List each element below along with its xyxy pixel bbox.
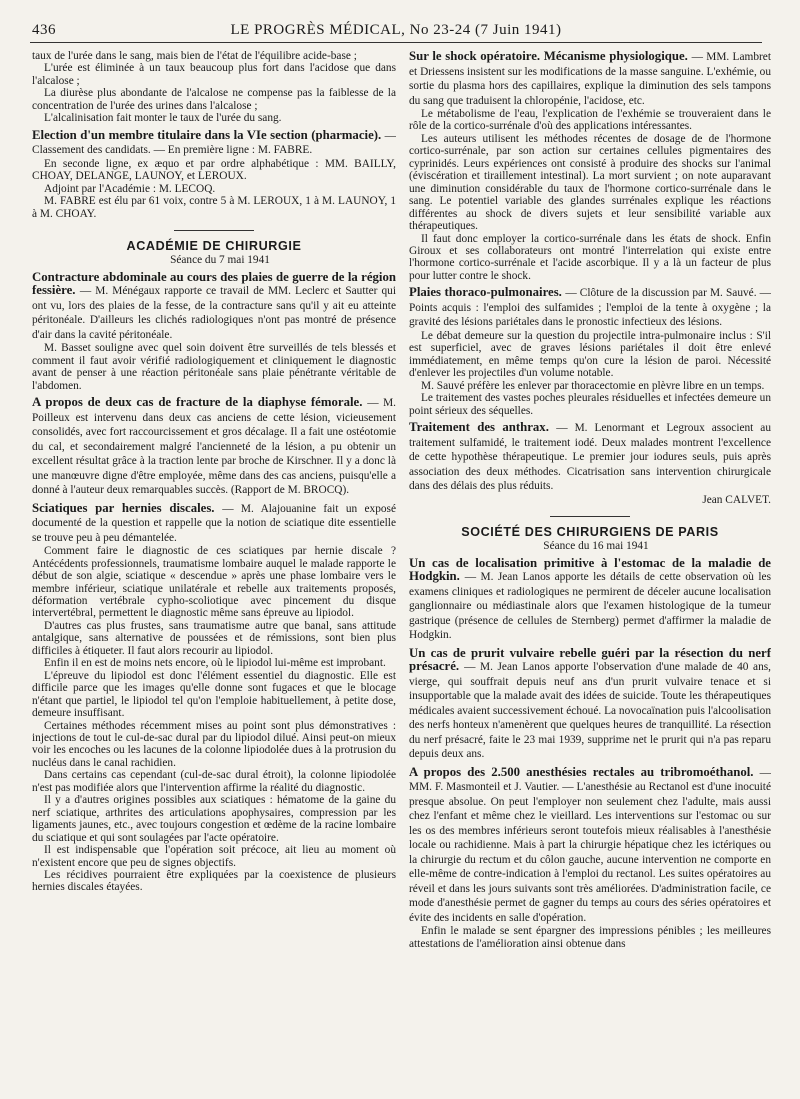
article-title: Sur le shock opératoire. Mécanisme physiologique. (409, 50, 688, 63)
author-signature: Jean CALVET. (702, 493, 771, 506)
right-column (409, 50, 771, 1085)
article-heading (409, 50, 771, 108)
article-heading (32, 502, 396, 546)
paragraph: Les auteurs utilisent les méthodes récentes de dosage de de l'hormone cortico-surrénale, par son action sur certaines cellules pigmentaires des cyprinidés. Leurs expériences ont consisté à produire des shocks sur l'animal (éviscération et tiraillement intestinal). La mort survient ; on note auparavant une diminution considérable du taux de l'hormone cortico-surrénale dans le sang. Le potentiel variable des glandes surrénales explique les réactions différentes au shock de divers sujets et leur sensibilité variable aux thérapeutiques. (409, 132, 771, 233)
article-heading (409, 647, 771, 762)
article-heading (32, 271, 396, 343)
paragraph: D'autres cas plus frustes, sans traumatisme autre que banal, sans attitude antalgique, sans alternative de poussées et de rémissions, sont bien plus difficiles à étiqueter. Il faut alors recourir au lipiodol. (32, 619, 396, 657)
paragraph: Le débat demeure sur la question du projectile intra-pulmonaire inclus : S'il est superficiel, avec de graves lésions pariétales il doit être enlevé immédiatement, en même temps qu'on cure la lésion de paroi. Nécessité d'enlever les projectiles d'un volume notable. (409, 329, 771, 380)
section-divider (174, 230, 254, 231)
article-lead: — M. Poilleux est intervenu dans deux cas anciens de cette lésion, vicieusement consolidés, avec fort raccourcissement et gros décalage. Il a fait une ostéotomie du cal, et secondairement malgré l'ancienneté de la lésion, a pu obtenir un excellent résultat grâce à la traction lente par broche de Kirschner. Il y a donc là une manœuvre digne d'être employée, même dans des cas anciens, puisqu'elle a donné à l'auteur deux remarquables succès. (Rapport de M. BROCQ). (32, 397, 396, 497)
paragraph: M. Sauvé préfère les enlever par thoracectomie en plèvre libre en un temps. (421, 379, 765, 392)
article-title: Plaies thoraco-pulmonaires. (409, 285, 562, 300)
left-column (32, 50, 396, 1085)
paragraph: taux de l'urée dans le sang, mais bien de l'état de l'équilibre acide-base ; (32, 50, 357, 62)
paragraph: La diurèse plus abondante de l'alcalose ne compense pas la faiblesse de la concentration de l'urée des urines dans l'alcalose ; (32, 87, 396, 112)
article-title: Un cas de localisation primitive à l'estomac de la maladie de Hodgkin. (409, 555, 771, 584)
article-heading (409, 557, 771, 643)
paragraph: L'épreuve du lipiodol est donc l'élément essentiel du diagnostic. Elle est difficile parce que les images qu'elle donne sont fugaces et que le blocage n'étant que partiel, le lipiodol tel qu'on l'emploie habituellement, à petite dose, demeure insuffisant. (32, 669, 396, 720)
article-title: Contracture abdominale au cours des plaies de guerre de la région fessière. (32, 269, 396, 298)
paragraph: Comment faire le diagnostic de ces sciatiques par hernie discale ? Antécédents professionnels, traumatisme lombaire auquel le malade rapporte le début de son algie, sciatique « descendue » après une phase lombaire vers le membre inférieur, sciatique unilatérale et rebelle aux traitements proposés, déformation vertébrale cypho-scoliotique avec pincement du disque intervertébral, permettent le diagnostic même sans épreuve au lipiodol. (32, 545, 396, 620)
article-lead: — M. Jean Lanos apporte les détails de cette observation où les examens cliniques et radiologiques ne permirent de déceler aucune localisation ganglionnaire ou médiastinale alors que l'examen histologique de la tumeur gastrique (présence de cellules de Sternberg) permet d'affirmer la maladie de Hodgkin. (409, 571, 771, 642)
paragraph: Le métabolisme de l'eau, l'explication de l'exhémie se trouveraient dans le rôle de la cortico-surrénale d'où des applications intéressantes. (409, 108, 771, 133)
article-lead: — M. Jean Lanos apporte l'observation d'une malade de 40 ans, vierge, qui souffrait depuis neuf ans d'un prurit vulvaire tenace et si insupportable que la malade avait des idées de suicide. Toute les thérapeutiques médicales avaient successivement échoué. La novocaïnation puis l'alcoolisation des nerfs honteux n'amenèrent que quelques heures de tranquillité. La résection du nerf présacré, faite le 23 mai 1939, supprime net le prurit qui n'a pas reparu depuis deux ans. (409, 661, 771, 761)
article-heading (32, 129, 396, 158)
article-lead: — MM. F. Masmonteil et J. Vautier. — L'anesthésie au Rectanol est d'une inocuité presque absolue. On peut l'employer non seulement chez l'adulte, mais aussi chez l'enfant et même chez le vieillard. Les interventions sur l'estomac ou sur les os des membres inférieurs seront toutefois mieux réalisables à l'anesthésie locale ou rachidienne. Mais à part la chirurgie hépatique chez les ictériques ou la chirurgie du rectum et du côlon gauche, aucune intervention ne comporte en elle-même de contre-indication à l'emploi du rectanol. Les suites opératoires au réveil et dans les jours suivants sont très améliorées. D'administration facile, ce mode d'anesthésie permet de gagner du temps au cours des séries opératoires et évite des incidents en salle d'opération. (409, 766, 771, 924)
article-lead: — MM. Lambret et Driessens insistent sur les modifications de la masse sanguine. L'exhémie, ou sortie du plasma hors des capillaires, explique la diminution des sels tampons du sang que traduisent la chloropénie, l'acidose, etc. (409, 51, 771, 107)
article-lead: — M. Lenormant et Legroux associent au traitement sulfamidé, le traitement iodé. Deux malades montrent l'excellence de cette hypothèse thérapeutique. Le premier jour iodures seuls, puis après association des deux méthodes. Cicatrisation sans intervention chirurgicale dans des délais des plus réduits. (409, 422, 771, 493)
paragraph: Il y a d'autres origines possibles aux sciatiques : hématome de la gaine du nerf sciatique, arthrites des articulations apophysaires, compression par les ligaments jaunes, etc., avec toujours congestion et œdème de la racine lombaire du sciatique et qui sont soulagées par l'acte opératoire. (32, 794, 396, 844)
paragraph: Certaines méthodes récemment mises au point sont plus démonstratives : injections de tout le cul-de-sac dural par du lipiodol dilué. Ainsi peut-on mieux voir les encoches ou les lacunes de la colonne lipiodolée dues à la protrusion du nucléus dans le canal rachidien. (32, 719, 396, 769)
section-divider (550, 516, 630, 517)
article-title: A propos des 2.500 anesthésies rectales au tribromoéthanol. (409, 764, 754, 779)
paragraph: Adjoint par l'Académie : M. LECOQ. (44, 182, 216, 195)
article-title: Un cas de prurit vulvaire rebelle guéri par la résection du nerf présacré. (409, 645, 771, 674)
journal-title: LE PROGRÈS MÉDICAL, No 23-24 (7 Juin 1941) (230, 22, 562, 38)
paragraph: Le traitement des vastes poches pleurales résiduelles et infectées demeure un point sérieux des séquelles. (409, 392, 771, 417)
session-date: Séance du 16 mai 1941 (543, 540, 649, 553)
paragraph: Il faut donc employer la cortico-surrénale dans les états de shock. Enfin Giroux et ses collaborateurs ont montré l'interrelation qui existe entre l'hormone cortico-surrénale et l'acide ascorbique. Il y a là un facteur de plus pour lutter contre le shock. (409, 232, 771, 282)
article-lead: — Classement des candidats. — En première ligne : M. FABRE. (32, 129, 396, 157)
article-title: A propos de deux cas de fracture de la diaphyse fémorale. (32, 395, 363, 410)
article-heading (409, 286, 771, 330)
page-number: 436 (32, 22, 56, 38)
article-title: Sciatiques par hernies discales. (32, 500, 215, 515)
article-heading (409, 421, 771, 494)
paragraph: M. Basset souligne avec quel soin doivent être surveillés de tels blessés et comment il faut avoir vérifié radiologiquement et cliniquement le diagnostic avant de penser à une réaction péritonéale sans plaie pénétrante véritable de l'abdomen. (32, 342, 396, 392)
paragraph: Il est indispensable que l'opération soit précoce, ait lieu au moment où n'existent encore que peu de signes objectifs. (32, 844, 396, 869)
paragraph: Enfin il en est de moins nets encore, où le lipiodol lui-même est improbant. (44, 657, 386, 670)
article-lead: — M. Ménégaux rapporte ce travail de MM. Leclerc et Sautter qui ont vu, lors des plaies de la fesse, de la contracture sans qu'il y ait eu atteinte péritonéale. D'ailleurs les clichés radiologiques n'ont pas montré de présence d'air dans la cavité péritonéale. (32, 285, 396, 341)
article-lead: — M. Alajouanine fait un exposé documenté de la question et rappelle que la notion de sciatique dite essentielle se trouve peu à peu démantelée. (32, 502, 396, 544)
running-header (30, 20, 762, 43)
paragraph: Enfin le malade se sent épargner des impressions pénibles ; les meilleures attestations de l'amélioration ainsi obtenue dans (409, 925, 771, 950)
paragraph: L'urée est éliminée à un taux beaucoup plus fort dans l'acidose que dans l'alcalose ; (32, 62, 396, 87)
section-title: SOCIÉTÉ DES CHIRURGIENS DE PARIS (461, 524, 719, 539)
article-heading (409, 766, 771, 926)
paragraph: Dans certains cas cependant (cul-de-sac dural étroit), la colonne lipiodolée n'est pas modifiée alors que l'intervention affirme la réalité du diagnostic. (32, 769, 396, 794)
paragraph: M. FABRE est élu par 61 voix, contre 5 à M. LEROUX, 1 à M. LAUNOY, 1 à M. CHOAY. (32, 195, 396, 220)
article-heading (32, 396, 396, 498)
session-date: Séance du 7 mai 1941 (170, 254, 270, 267)
article-lead: — Clôture de la discussion par M. Sauvé. — Points acquis : l'emploi des sulfamides ; l'emploi de la tente à oxygène ; la gravité des lésions pariétales dans le pronostic infectieux des lésions. (409, 287, 771, 329)
article-title: Traitement des anthrax. (409, 420, 549, 435)
paragraph: Les récidives pourraient être expliquées par la coexistence de plusieurs hernies discales étayées. (32, 868, 396, 894)
article-title: Election d'un membre titulaire dans la VIe section (pharmacie). (32, 127, 382, 142)
section-title: ACADÉMIE DE CHIRURGIE (126, 238, 302, 253)
paragraph: L'alcalinisation fait monter le taux de l'urée du sang. (44, 112, 282, 125)
paragraph: En seconde ligne, ex æquo et par ordre alphabétique : MM. BAILLY, CHOAY, DELANGE, LAUNOY, et LEROUX. (32, 157, 396, 183)
